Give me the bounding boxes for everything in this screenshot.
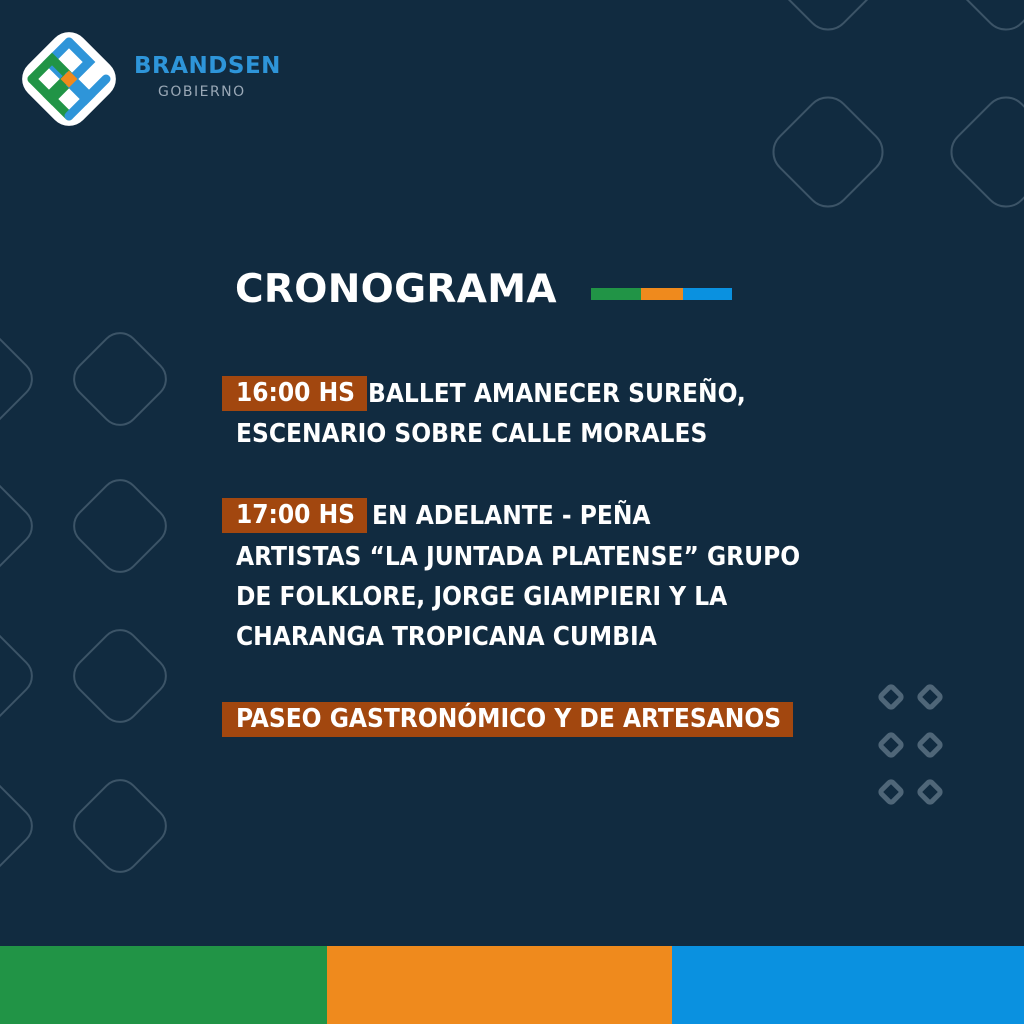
rounded-diamond-outline-icon — [0, 472, 40, 579]
rounded-diamond-outline-icon — [764, 0, 891, 39]
rounded-diamond-outline-icon — [0, 622, 40, 729]
bottom-stripe-orange — [327, 946, 672, 1024]
small-diamond-icon — [919, 781, 942, 804]
schedule-item-text: EN ADELANTE - PEÑA — [372, 501, 651, 531]
rounded-diamond-outline-icon — [942, 88, 1024, 215]
schedule-time-badge: 17:00 HS — [222, 498, 367, 533]
small-diamond-icon — [919, 686, 942, 709]
page-title: CRONOGRAMA — [235, 267, 557, 312]
highlight-badge: PASEO GASTRONÓMICO Y DE ARTESANOS — [222, 702, 793, 737]
brand-subtitle: GOBIERNO — [158, 84, 246, 100]
rounded-diamond-outline-icon — [66, 325, 173, 432]
rounded-diamond-outline-icon — [66, 772, 173, 879]
small-diamond-icon — [919, 734, 942, 757]
schedule-item-text: BALLET AMANECER SUREÑO, — [368, 379, 746, 409]
schedule-item-text: CHARANGA TROPICANA CUMBIA — [236, 622, 657, 652]
rounded-diamond-outline-icon — [66, 472, 173, 579]
schedule-item-text: ARTISTAS “LA JUNTADA PLATENSE” GRUPO — [236, 542, 801, 572]
bottom-stripe-blue — [672, 946, 1024, 1024]
small-diamond-icon — [880, 734, 903, 757]
rounded-diamond-outline-icon — [66, 622, 173, 729]
title-bar-green — [591, 288, 641, 300]
small-diamond-icon — [880, 781, 903, 804]
rounded-diamond-outline-icon — [764, 88, 891, 215]
brand-name: BRANDSEN — [134, 53, 281, 79]
small-diamond-icon — [880, 686, 903, 709]
schedule-item-text: ESCENARIO SOBRE CALLE MORALES — [236, 419, 708, 449]
schedule-item-text: DE FOLKLORE, JORGE GIAMPIERI Y LA — [236, 582, 728, 612]
brandsen-logo-icon — [12, 22, 126, 136]
bottom-stripe-green — [0, 946, 327, 1024]
title-bar-orange — [641, 288, 683, 300]
rounded-diamond-outline-icon — [0, 772, 40, 879]
rounded-diamond-outline-icon — [942, 0, 1024, 39]
title-bar-blue — [683, 288, 732, 300]
schedule-time-badge: 16:00 HS — [222, 376, 367, 411]
rounded-diamond-outline-icon — [0, 325, 40, 432]
